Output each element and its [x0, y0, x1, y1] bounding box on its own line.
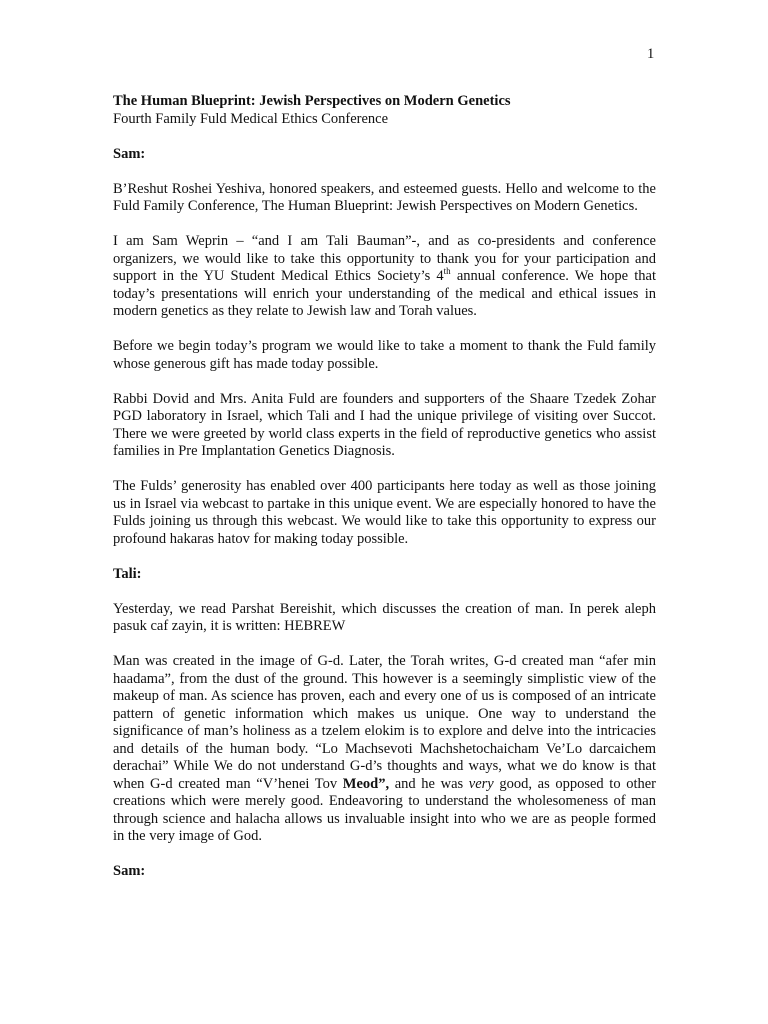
paragraph-thanks: Before we begin today’s program we would like to take a moment to thank the Fuld family whose generous gift has made today possible.: [113, 338, 656, 372]
paragraph-text: good, as opposed to other creations which were merely good. Endeavoring to understand the wholesomeness of man through science and halacha allows us invaluable insight into who we are as people formed in the very image of God.: [113, 775, 657, 844]
paragraph-text: I am Sam Weprin – “and I am Tali Bauman”-, and as co-presidents and conference organizers, we would like to take this opportunity to thank you for your participation and support in the YU Student Medical Ethics Society’s 4: [113, 233, 656, 284]
paragraph-text: Man was created in the image of G-d. Later, the Torah writes, G-d created man “afer min haadama”, from the dust of the ground. This however is a seemingly simplistic view of the makeup of man. As science has proven, each and every one of us is composed of an intricate pattern of genetic information which makes us unique. One way to understand the significance of man’s holiness as a tzelem elokim is to explore and delve into the intricacies and details of the human body. “Lo Machsevoti Machshetochaicham Ve’Lo darcaichem derachai” While We do not understand G-d’s thoughts and ways, what we do know is that when G-d created man “V’henei Tov: [113, 653, 656, 792]
paragraph-creation: [113, 653, 656, 846]
speaker-label-sam-2: Sam:: [113, 863, 146, 879]
paragraph-parshat: Yesterday, we read Parshat Bereishit, which discusses the creation of man. In perek aleph pasuk caf zayin, it is written: HEBREW: [113, 600, 656, 634]
paragraph-text: annual conference. We hope that today’s presentations will enrich your understanding of the medical and ethical issues in modern genetics as they relate to Jewish law and Torah values.: [113, 268, 656, 319]
speaker-label-tali: Tali:: [113, 565, 142, 582]
paragraph-text: and he was: [389, 775, 469, 792]
document-title: The Human Blueprint: Jewish Perspectives on Modern Genetics: [113, 93, 511, 109]
page-number: 1: [647, 46, 655, 62]
speaker-label-sam: Sam:: [113, 145, 146, 162]
italic-text: very: [468, 775, 494, 792]
paragraph-fuld-generosity: The Fulds’ generosity has enabled over 400 participants here today as well as those joining us in Israel via webcast to partake in this unique event. We are especially honored to have the Fulds joining us through this webcast. We would like to take this opportunity to express our profound hakaras hatov for making today possible.: [113, 478, 656, 547]
document-body: [113, 93, 656, 898]
ordinal-suffix: th: [443, 266, 451, 277]
paragraph-fuld-founders: Rabbi Dovid and Mrs. Anita Fuld are founders and supporters of the Shaare Tzedek Zohar PGD laboratory in Israel, which Tali and I had the unique privilege of visiting over Succot. There we were greeted by world class experts in the field of reproductive genetics who assist families in Pre Implantation Genetics Diagnosis.: [113, 390, 656, 459]
paragraph-introduction: [113, 233, 656, 321]
paragraph-welcome: B’Reshut Roshei Yeshiva, honored speakers, and esteemed guests. Hello and welcome to the Fuld Family Conference, The Human Blueprint: Jewish Perspectives on Modern Genetics.: [113, 180, 656, 214]
bold-text: Meod”,: [342, 775, 390, 792]
document-subtitle: Fourth Family Fuld Medical Ethics Conference: [113, 110, 389, 127]
